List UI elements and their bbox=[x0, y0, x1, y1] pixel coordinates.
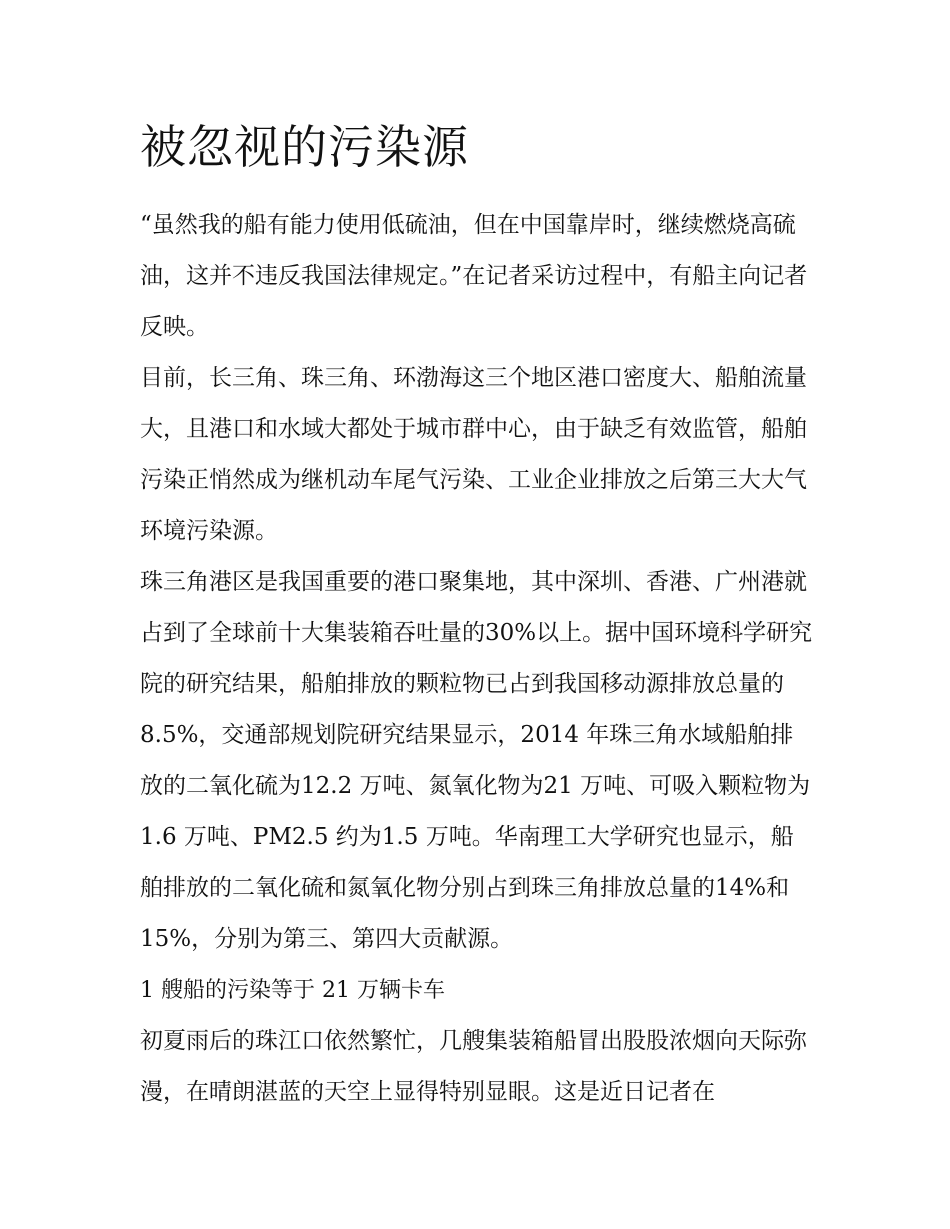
paragraph-pearl-river-scene: 初夏雨后的珠江口依然繁忙，几艘集装箱船冒出股股浓烟向天际弥漫，在晴朗湛蓝的天空上显得特别显眼。这是近日记者在 bbox=[140, 1028, 807, 1105]
paragraph-ship-owner-quote: “虽然我的船有能力使用低硫油，但在中国靠岸时，继续燃烧高硫油，这并不违反我国法律规定。”在记者采访过程中，有船主向记者反映。 bbox=[140, 212, 808, 340]
document-page bbox=[140, 118, 815, 1118]
paragraph-regional-ports: 目前，长三角、珠三角、环渤海这三个地区港口密度大、船舶流量大，且港口和水域大都处于城市群中心，由于缺乏有效监管，船舶污染正悄然成为继机动车尾气污染、工业企业排放之后第三大大气环境污染源。 bbox=[140, 365, 807, 544]
section-subheading: 1 艘船的污染等于 21 万辆卡车 bbox=[140, 978, 445, 1003]
paragraph-prd-statistics: 珠三角港区是我国重要的港口聚集地，其中深圳、香港、广州港就占到了全球前十大集装箱吞吐量的30%以上。据中国环境科学研究院的研究结果，船舶排放的颗粒物已占到我国移动源排放总量的8.5%，交通部规划院研究结果显示，2014 年珠三角水域船舶排放的二氧化硫为12.2 万吨、氮氧化物为21 万吨、可吸入颗粒物为1.6 万吨、PM2.5 约为1.5 万吨。华南理工大学研究也显示，船舶排放的二氧化硫和氮氧化物分别占到珠三角排放总量的14%和15%，分别为第三、第四大贡献源。 bbox=[140, 569, 813, 952]
article-title: 被忽视的污染源 bbox=[140, 120, 469, 174]
